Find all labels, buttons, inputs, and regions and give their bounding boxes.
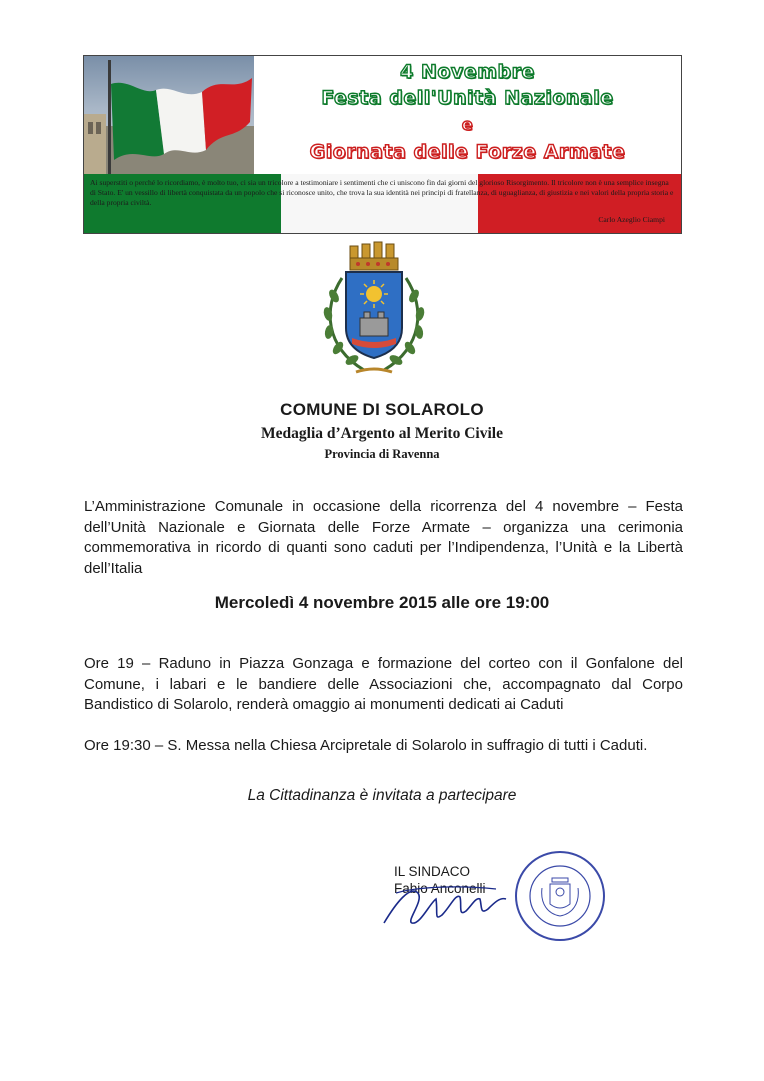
- banner-quote: Ai superstiti o perché lo ricordiamo, è molto tuo, ci sia un tricolore a testimoniare i sentimenti che ci uniscono fin dai giorni del glorioso Risorgimento. Il tricolore non è una semplice insegna di Stato. E' un vessillo di libertà conquistata da un popolo che si riconosce unito, che trova la sua identità nei principi di fratellanza, di uguaglianza, di giustizia e nei valori della propria storia e della propria civiltà.: [90, 178, 674, 207]
- italian-flag-image: [84, 56, 254, 174]
- event-schedule-item: Ore 19:30 – S. Messa nella Chiesa Arcipretale di Solarolo in suffragio di tutti i Caduti.: [84, 737, 648, 754]
- signature-scribble: [376, 863, 526, 935]
- signer-title: IL SINDACO: [394, 864, 471, 879]
- banner-title-giornata: Giornata delle Forze Armate: [309, 141, 626, 163]
- banner-title-conjunction: e: [461, 115, 474, 134]
- comune-title: COMUNE DI SOLAROLO: [280, 400, 484, 419]
- event-date: Mercoledì 4 novembre 2015 alle ore 19:00: [214, 593, 550, 612]
- coat-of-arms: [312, 238, 436, 382]
- banner-title-festa: Festa dell'Unità Nazionale: [321, 87, 614, 109]
- banner-titles: [254, 56, 681, 174]
- event-schedule-item: Ore 19 – Raduno in Piazza Gonzaga e formazione del corteo con il Gonfalone del Comune, i labari e le bandiere delle Associazioni che, accompagnato dal Corpo Bandistico di Solarolo, renderà omaggio ai monumenti dedicati ai Caduti: [84, 655, 683, 713]
- municipal-stamp: [512, 848, 608, 944]
- header-banner: [83, 55, 682, 234]
- intro-paragraph: L’Amministrazione Comunale in occasione della ricorrenza del 4 novembre – Festa dell’Unità Nazionale e Giornata delle Forze Armate – organizza una cerimonia commemorativa in ricordo di quanti sono caduti per l’Indipendenza, l’Unità e la Libertà dell’Italia: [84, 498, 683, 577]
- provincia-subtitle: Provincia di Ravenna: [324, 447, 440, 461]
- invitation-line: La Cittadinanza è invitata a partecipare: [247, 787, 517, 804]
- flag-photo: [84, 56, 254, 174]
- signer-name: Fabio Anconelli: [394, 881, 486, 896]
- medaglia-subtitle: Medaglia d’Argento al Merito Civile: [261, 425, 503, 442]
- banner-quote-author: Carlo Azeglio Ciampi: [598, 215, 665, 224]
- crest-icon: [312, 238, 436, 382]
- tricolor-quote-band: [84, 174, 681, 233]
- banner-title-date: 4 Novembre: [400, 61, 535, 83]
